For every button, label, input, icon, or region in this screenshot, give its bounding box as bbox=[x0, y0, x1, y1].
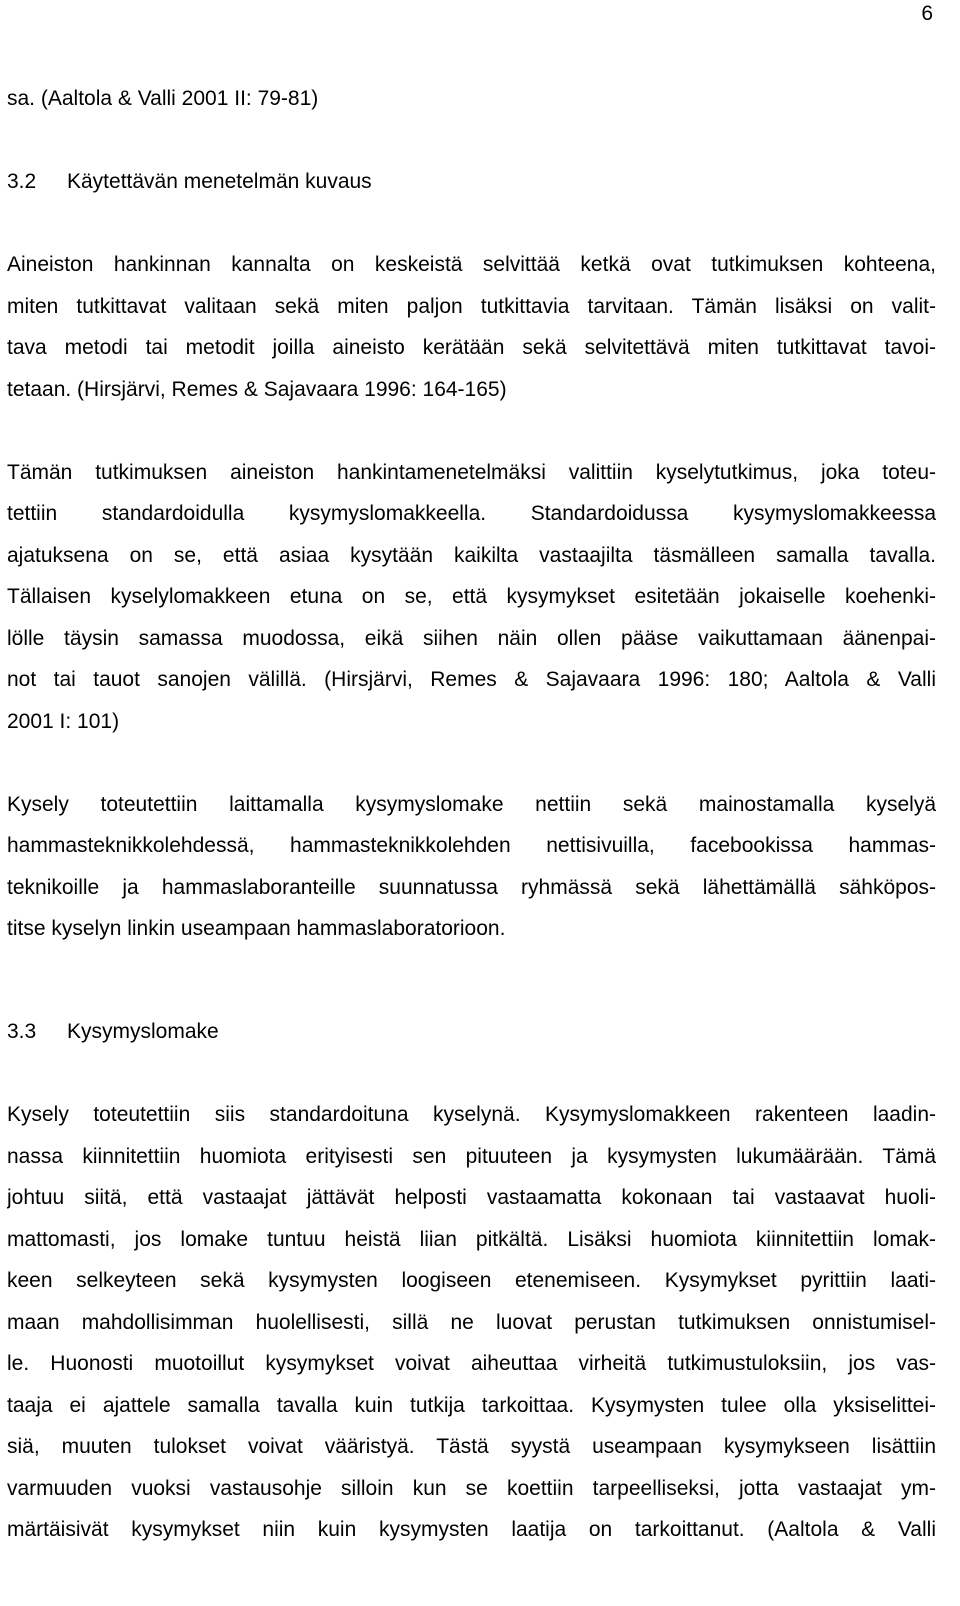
continuation-citation: sa. (Aaltola & Valli 2001 II: 79-81) bbox=[7, 87, 319, 110]
text-line: miten tutkittavat valitaan sekä miten paljon tutkittavia tarvitaan. Tämän lisäksi on valit- bbox=[7, 294, 936, 318]
section-number: 3.3 bbox=[7, 1020, 37, 1043]
text-line: mattomasti, jos lomake tuntuu heistä liian pitkältä. Lisäksi huomiota kiinnitettiin lomak- bbox=[7, 1227, 936, 1251]
section-title: Käytettävän menetelmän kuvaus bbox=[67, 170, 372, 193]
text-line: märtäisivät kysymykset niin kuin kysymysten laatija on tarkoittanut. (Aaltola & Valli bbox=[7, 1518, 936, 1541]
text-line: not tai tauot sanojen välillä. (Hirsjärvi, Remes & Sajavaara 1996: 180; Aaltola & Valli bbox=[7, 668, 936, 691]
spacer bbox=[7, 120, 936, 162]
text-line: tettiin standardoidulla kysymyslomakkeella. Standardoidussa kysymyslomakkeessa bbox=[7, 502, 936, 525]
text-line: 2001 I: 101) bbox=[7, 709, 120, 733]
text-line: Kysely toteutettiin siis standardoituna kyselynä. Kysymyslomakkeen rakenteen laadin- bbox=[7, 1103, 936, 1126]
document-body bbox=[7, 78, 936, 1551]
section-title: Kysymyslomake bbox=[67, 1020, 219, 1043]
paragraph-kysymyslomake bbox=[7, 1094, 936, 1551]
section-number: 3.2 bbox=[7, 170, 37, 193]
page-number: 6 bbox=[921, 2, 933, 25]
text-line: Aineiston hankinnan kannalta on keskeistä selvittää ketkä ovat tutkimuksen kohteena, bbox=[7, 253, 936, 276]
spacer bbox=[7, 1053, 936, 1095]
text-line: Tämän tutkimuksen aineiston hankintamenetelmäksi valittiin kyselytutkimus, joka toteu- bbox=[7, 460, 936, 484]
spacer bbox=[7, 203, 936, 245]
spacer bbox=[7, 950, 936, 992]
text-line: johtuu siitä, että vastaajat jättävät helposti vastaamatta kokonaan tai vastaavat huoli- bbox=[7, 1186, 936, 1209]
text-line: nassa kiinnitettiin huomiota erityisesti sen pituuteen ja kysymysten lukumäärään. Tämä bbox=[7, 1144, 936, 1168]
spacer bbox=[7, 991, 936, 1011]
text-line: siä, muuten tulokset voivat vääristyä. Tästä syystä useampaan kysymykseen lisättiin bbox=[7, 1435, 936, 1458]
text-line: tava metodi tai metodit joilla aineisto kerätään sekä selvitettävä miten tutkittavat tavoi- bbox=[7, 336, 936, 359]
text-line: teknikoille ja hammaslaboranteille suunnatussa ryhmässä sekä lähettämällä sähköpos- bbox=[7, 875, 936, 899]
paragraph-kysely-toteutus bbox=[7, 784, 936, 950]
text-line: hammasteknikkolehdessä, hammasteknikkolehden nettisivuilla, facebookissa hammas- bbox=[7, 834, 936, 857]
section-heading-3-2 bbox=[7, 161, 936, 203]
text-line: lölle täysin samassa muodossa, eikä siihen näin ollen pääse vaikuttamaan äänenpai- bbox=[7, 626, 936, 650]
text-line: varmuuden vuoksi vastausohje silloin kun se koettiin tarpeelliseksi, jotta vastaajat ym- bbox=[7, 1476, 936, 1500]
text-line: taaja ei ajattele samalla tavalla kuin tutkija tarkoittaa. Kysymysten tulee olla yksiselittei- bbox=[7, 1393, 936, 1417]
paragraph-aineiston-hankinta bbox=[7, 244, 936, 410]
text-line: maan mahdollisimman huolellisesti, sillä ne luovat perustan tutkimuksen onnistumisel- bbox=[7, 1310, 936, 1334]
text-line: Tällaisen kyselylomakkeen etuna on se, että kysymykset esitetään jokaiselle koehenki- bbox=[7, 585, 936, 608]
text-line: le. Huonosti muotoillut kysymykset voivat aiheuttaa virheitä tutkimustuloksiin, jos vas- bbox=[7, 1352, 936, 1375]
section-heading-3-3 bbox=[7, 1011, 936, 1053]
spacer bbox=[7, 742, 936, 784]
text-line: ajatuksena on se, että asiaa kysytään kaikilta vastaajilta täsmälleen samalla tavalla. bbox=[7, 543, 936, 567]
paragraph-hankintamenetelma bbox=[7, 452, 936, 743]
text-line: keen selkeyteen sekä kysymysten loogiseen etenemiseen. Kysymykset pyrittiin laati- bbox=[7, 1269, 936, 1292]
text-line: Kysely toteutettiin laittamalla kysymyslomake nettiin sekä mainostamalla kyselyä bbox=[7, 792, 936, 816]
text-line: tetaan. (Hirsjärvi, Remes & Sajavaara 1996: 164-165) bbox=[7, 377, 507, 401]
text-line: titse kyselyn linkin useampaan hammaslaboratorioon. bbox=[7, 917, 506, 940]
spacer bbox=[7, 410, 936, 452]
